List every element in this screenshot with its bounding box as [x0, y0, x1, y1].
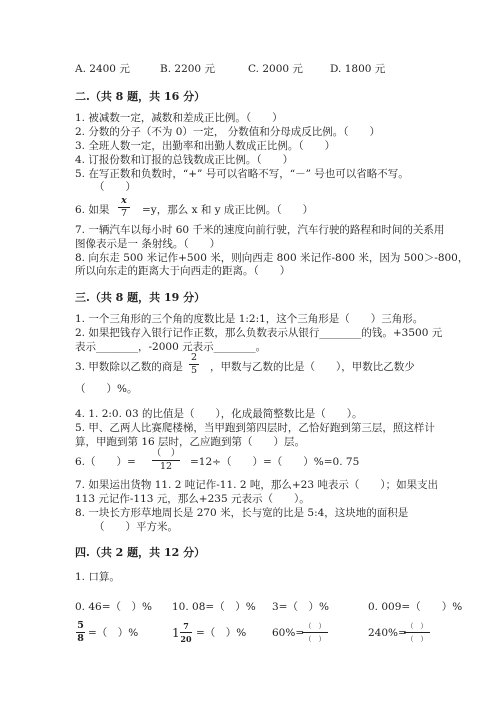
- s2-q6-prefix: 6. 如果: [75, 204, 110, 216]
- calc-4: 0. 009=（ ）%: [368, 601, 463, 613]
- calc-7-prefix: 60%=: [272, 627, 305, 639]
- calc-8-fraction: [404, 621, 430, 644]
- calc-1: 0. 46=（ ）%: [75, 601, 152, 613]
- s2-q6-numerator: x: [121, 195, 127, 206]
- calc-6-whole: 1: [172, 626, 180, 640]
- s3-q2-line1: 2. 如果把钱存入银行记作正数，那么负数表示从银行________的钱。+3500 元: [75, 327, 443, 339]
- s3-q3-denominator: 5: [190, 365, 198, 376]
- s3-q8-line2: （ ）平方米。: [94, 521, 178, 533]
- calc-7-denominator: （ ）: [304, 635, 326, 643]
- calc-3: 3=（ ）%: [272, 601, 329, 613]
- s2-q5-line2: （ ）: [94, 181, 136, 193]
- s3-q6-prefix: 6.（ ）=: [75, 456, 136, 468]
- calc-8-prefix: 240%=: [368, 627, 407, 639]
- s2-q6-suffix: =y，那么 x 和 y 成正比例。（ ）: [142, 204, 314, 216]
- calc-6-numerator: 7: [183, 621, 189, 631]
- fraction-bar: [404, 632, 430, 633]
- calc-8-numerator: （ ）: [406, 622, 428, 630]
- s3-q2-line2: 表示________，-2000 元表示________。: [75, 341, 267, 353]
- s3-q3-suffix: ，甲数与乙数的比是（ ），甲数比乙数少: [210, 361, 415, 373]
- fraction-bar: [180, 632, 192, 633]
- section-2-title: 二.（共 8 题，共 16 分）: [75, 90, 206, 103]
- s3-q8-line1: 8. 一块长方形草地周长是 270 米，长与宽的比是 5:4，这块地的面积是: [75, 507, 409, 519]
- s3-q6-suffix: =12÷（ ）=（ ）%=0. 75: [190, 456, 360, 468]
- calc-5-rest: =（ ）%: [88, 627, 139, 639]
- s3-q6-fraction: [152, 449, 180, 472]
- calc-8-denominator: （ ）: [406, 635, 428, 643]
- calc-2: 10. 08=（ ）%: [172, 601, 256, 613]
- calc-6-denominator: 20: [180, 634, 192, 644]
- s3-q5-line1: 5. 甲、乙两人比赛爬楼梯，当甲跑到第四层时，乙恰好跑到第三层，照这样计: [75, 422, 435, 434]
- section-3-title: 三.（共 8 题，共 19 分）: [75, 291, 206, 304]
- s2-q6-denominator: 7: [120, 208, 128, 219]
- calc-5-numerator: 5: [77, 620, 84, 631]
- option-a: A. 2400 元: [75, 63, 130, 75]
- section-4-title: 四.（共 2 题，共 12 分）: [75, 546, 206, 559]
- option-b: B. 2200 元: [160, 63, 215, 75]
- s2-q7-line1: 7. 一辆汽车以每小时 60 千米的速度向前行驶，汽车行驶的路程和时间的关系用: [75, 224, 445, 236]
- s3-q7-line1: 7. 如果运出货物 11. 2 吨记作-11. 2 吨，那么+23 吨表示（ ）；如果支出: [75, 479, 439, 491]
- s2-q8-line2: 所以向东走的距离大于向西走的距离。（ ）: [75, 265, 291, 277]
- calc-7-fraction: [302, 621, 328, 644]
- s2-q8-line1: 8. 向东走 500 米记作+500 米，则向西走 800 米记作-800 米，因为 500＞-800，: [75, 252, 469, 264]
- s3-q4: 4. 1. 2:0. 03 的比值是（ ），化成最简整数比是（ ）。: [75, 408, 363, 420]
- s2-q2: 2. 分数的分子（不为 0）一定， 分数值和分母成反比例。（ ）: [75, 126, 380, 138]
- s3-q1: 1. 一个三角形的三个角的度数比是 1:2:1，这个三角形是（ ）三角形。: [75, 313, 424, 325]
- fraction-bar: [302, 632, 328, 633]
- calc-5-fraction: [76, 621, 85, 644]
- calc-6-fraction: [180, 621, 192, 644]
- s3-q6-denominator: 12: [159, 461, 173, 472]
- calc-6-rest: =（ ）%: [196, 627, 247, 639]
- s2-q4: 4. 订报份数和订报的总钱数成正比例。（ ）: [75, 154, 294, 166]
- s3-q3-line2: （ ）%。: [75, 383, 138, 395]
- s3-q6-numerator: （ ）: [151, 448, 181, 459]
- s2-q5-line1: 5. 在写正数和负数时，“+” 号可以省略不写，“－” 号也可以省略不写。: [75, 168, 409, 180]
- s3-q7-line2: 113 元记作-113 元，那么+235 元表示（ ）。: [75, 493, 310, 505]
- s2-q3: 3. 全班人数一定，出勤率和出勤人数成正比例。（ ）: [75, 140, 336, 152]
- s4-q1: 1. 口算。: [75, 571, 120, 583]
- calc-7-numerator: （ ）: [304, 622, 326, 630]
- s2-q1: 1. 被减数一定，减数和差成正比例。（ ）: [75, 112, 283, 124]
- calc-5-denominator: 8: [77, 633, 84, 644]
- s2-q6-fraction: [118, 196, 130, 219]
- s3-q3-prefix: 3. 甲数除以乙数的商是: [75, 361, 183, 373]
- option-c: C. 2000 元: [248, 63, 303, 75]
- s2-q7-line2: 图像表示是一 条射线。（ ）: [75, 238, 221, 250]
- s3-q3-numerator: 2: [190, 352, 198, 363]
- s3-q5-line2: 算，甲跑到第 16 层时，乙应跑到第（ ）层。: [75, 436, 306, 448]
- s3-q3-fraction: [189, 353, 199, 376]
- option-d: D. 1800 元: [330, 63, 386, 75]
